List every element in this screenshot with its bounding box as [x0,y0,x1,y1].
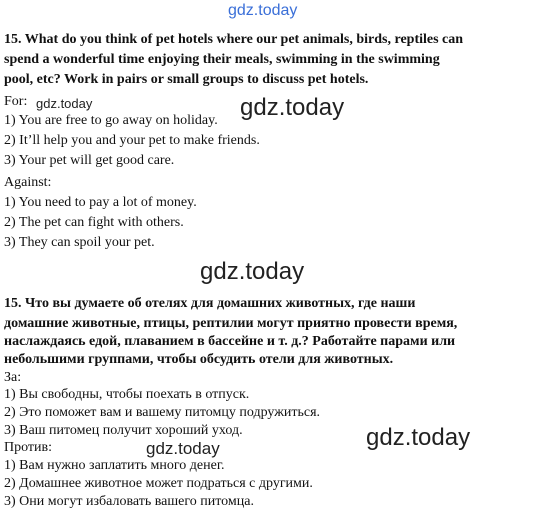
ru-title-line-3: наслаждаясь едой, плаванием в бассейне и т. д.? Работайте парами или [4,334,456,349]
watermark-top: gdz.today [228,2,298,19]
ru-for-item-3: 3) Ваш питомец получит хороший уход. [4,423,243,438]
ru-title-line-2: домашние животные, птицы, рептилии могут приятно провести время, [4,316,458,331]
en-title-line-3: pool, etc? Work in pairs or small groups to discuss pet hotels. [4,72,369,87]
ru-for-label: За: [4,370,22,385]
ru-for-item-2: 2) Это поможет вам и вашему питомцу подружиться. [4,405,321,420]
en-for-item-3: 3) Your pet will get good care. [4,153,175,168]
en-against-item-3: 3) They can spoil your pet. [4,235,155,250]
en-against-item-1: 1) You need to pay a lot of money. [4,195,197,210]
watermark-big-right: gdz.today [240,94,345,121]
ru-against-item-2: 2) Домашнее животное может подраться с другими. [4,476,313,491]
ru-against-label: Против: [4,440,53,455]
watermark-small-for: gdz.today [36,96,93,111]
watermark-mid-lower: gdz.today [146,439,220,458]
watermark-big-center: gdz.today [200,258,305,285]
en-title-line-1: 15. What do you think of pet hotels where our pet animals, birds, reptiles can [4,32,464,47]
en-title-line-2: spend a wonderful time enjoying their meals, swimming in the swimming [4,52,440,67]
ru-against-item-3: 3) Они могут избаловать вашего питомца. [4,494,254,509]
ru-title-line-1: 15. Что вы думаете об отелях для домашних животных, где наши [4,296,416,311]
en-for-label: For: [4,94,28,109]
en-against-item-2: 2) The pet can fight with others. [4,215,184,230]
ru-against-item-1: 1) Вам нужно заплатить много денег. [4,458,225,473]
ru-title-line-4: небольшими группами, чтобы обсудить отели для животных. [4,352,394,367]
watermark-big-lower-right: gdz.today [366,424,471,451]
en-for-item-1: 1) You are free to go away on holiday. [4,113,218,128]
en-against-label: Against: [4,175,52,190]
en-for-item-2: 2) It’ll help you and your pet to make friends. [4,133,260,148]
ru-for-item-1: 1) Вы свободны, чтобы поехать в отпуск. [4,387,250,402]
